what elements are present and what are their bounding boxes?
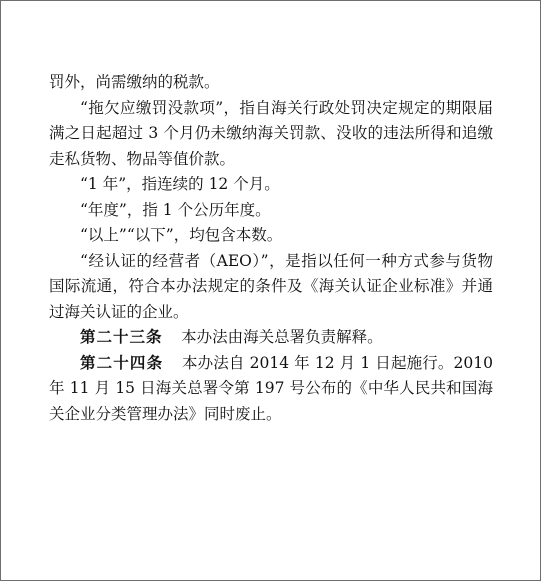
article-24-title: 第二十四条 [80,353,164,372]
paragraph-definition-arrears: “拖欠应缴罚没款项”，指自海关行政处罚决定规定的期限届满之日起超过 3 个月仍未缴纳海关罚款、没收的违法所得和追缴走私货物、物品等值价款。 [49,98,493,168]
article-23-title: 第二十三条 [80,328,163,346]
article-23 [49,325,493,351]
paragraph-definition-one-year: “1 年”，指连续的 12 个月。 [80,175,280,193]
paragraph-definition-above-below: “以上”“以下”，均包含本数。 [80,226,283,244]
article-23-body: 本办法由海关总署负责解释。 [181,328,383,346]
paragraph-definition-annual: “年度”，指 1 个公历年度。 [80,200,271,219]
article-24-body: 本办法自 2014 年 12 月 1 日起施行。2010 年 11 月 15 日海关总署令第 197 号公布的《中华人民共和国海关企业分类管理办法》同时废止。 [49,353,493,423]
paragraph-definition-aeo: “经认证的经营者（AEO）”，是指以任何一种方式参与货物国际流通，符合本办法规定的条件及《海关认证企业标准》并通过海关认证的企业。 [49,251,493,321]
document-body [49,70,493,427]
article-24 [49,351,493,428]
paragraph-continuation: 罚外，尚需缴纳的税款。 [49,73,220,91]
